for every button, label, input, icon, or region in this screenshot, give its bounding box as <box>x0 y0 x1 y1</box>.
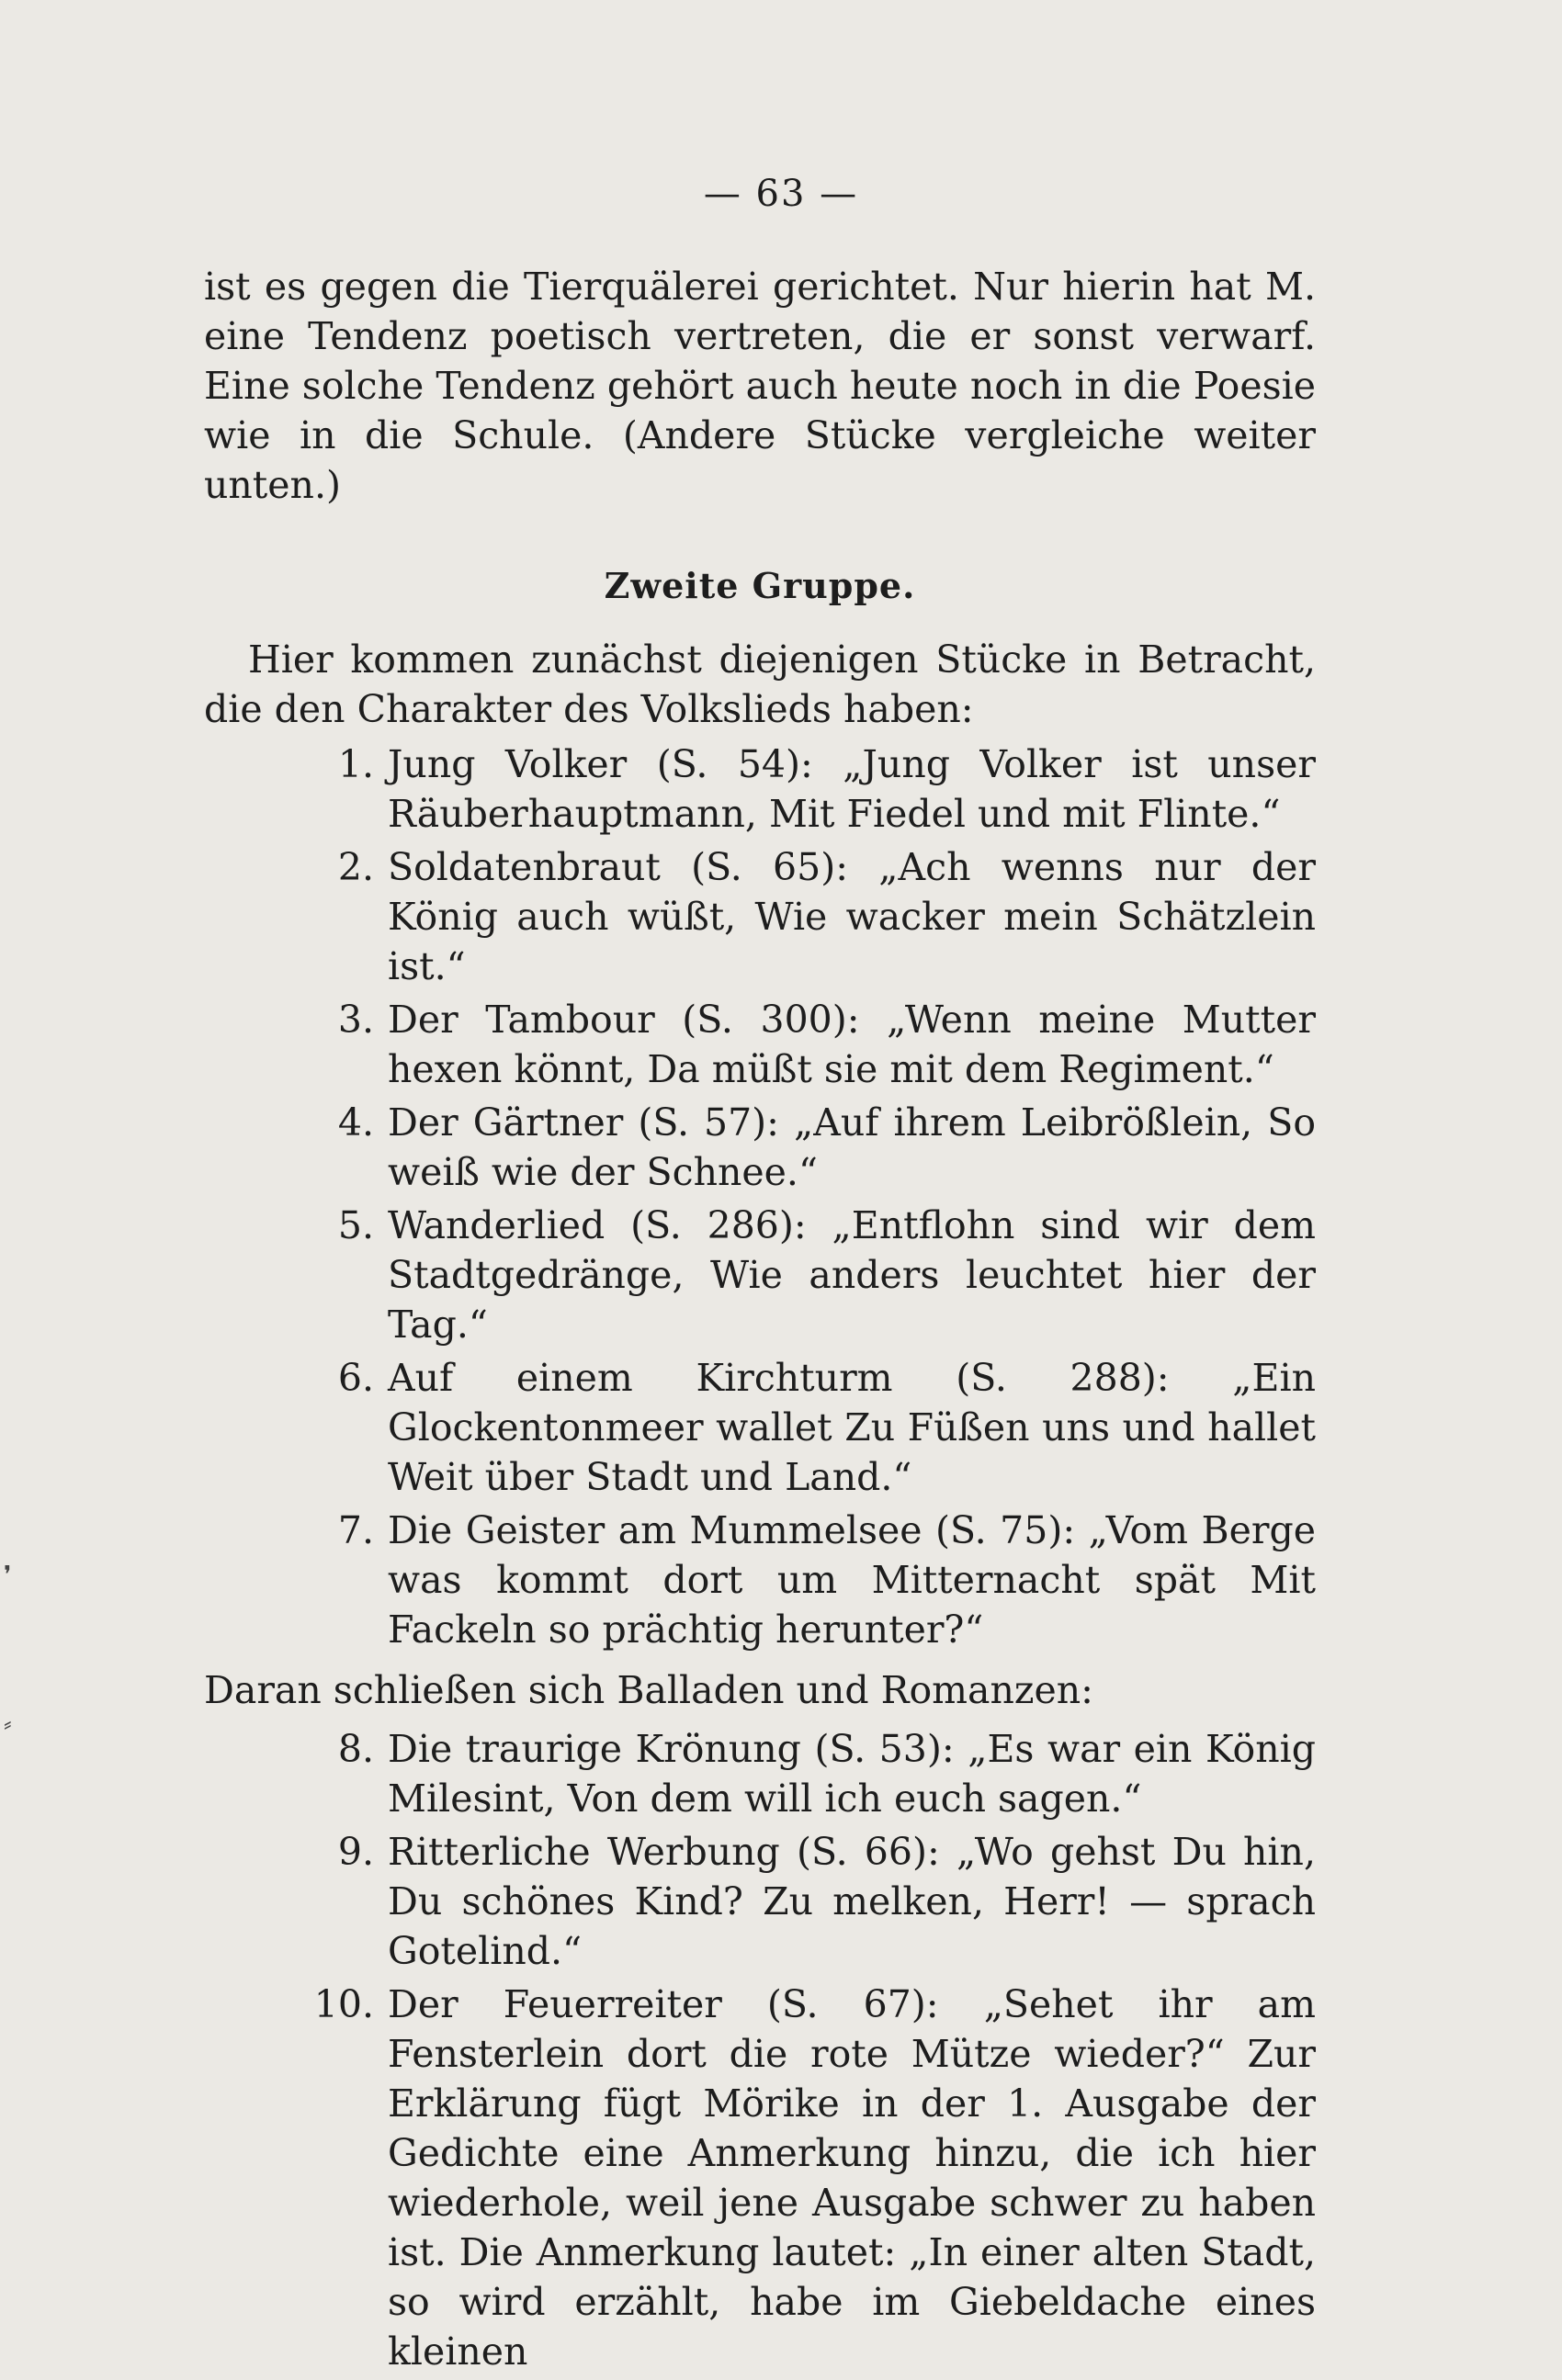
list-volkslied <box>204 739 1316 1654</box>
margin-mark-icon: ⸗ <box>4 1710 12 1738</box>
page-body <box>204 262 1316 2380</box>
list-item: 2. Soldatenbraut (S. 65): „Ach wenns nur der König auch wüßt, Wie wacker mein Schätzlein ist.“ <box>337 845 1316 988</box>
list-item: 5. Wanderlied (S. 286): „Entflohn sind wir dem Stadtgedränge, Wie anders leuchtet hier der Tag.“ <box>337 1203 1316 1347</box>
page-number: — 63 — <box>703 173 859 215</box>
intro-paragraph: ist es gegen die Tierquälerei gerichtet. Nur hierin hat M. eine Tendenz poetisch vertreten, die er sonst verwarf. Eine solche Tendenz gehört auch heute noch in die Poesie wie in die Schule. (Andere Stücke vergleiche weiter unten.) <box>204 265 1316 507</box>
list-item: 7. Die Geister am Mummelsee (S. 75): „Vom Berge was kommt dort um Mitternacht spät Mit Fackeln so prächtig herunter?“ <box>337 1508 1316 1652</box>
list-item: 4. Der Gärtner (S. 57): „Auf ihrem Leibrößlein, So weiß wie der Schnee.“ <box>337 1100 1316 1194</box>
margin-mark-icon: ❜ <box>4 1562 12 1589</box>
list-item: 10. Der Feuerreiter (S. 67): „Sehet ihr am Fensterlein dort die rote Mütze wieder?“ Zur Erklärung fügt Mörike in der 1. Ausgabe der Gedichte eine Anmerkung hinzu, die ich hier wiederhole, weil jene Ausgabe schwer zu haben ist. Die Anmerkung lautet: „In einer alten Stadt, so wird erzählt, habe im Giebeldache eines kleinen <box>313 1982 1316 2374</box>
ballads-intro-paragraph: Daran schließen sich Balladen und Romanzen: <box>204 1668 1093 1712</box>
list-item: 9. Ritterliche Werbung (S. 66): „Wo gehst Du hin, Du schönes Kind? Zu melken, Herr! — sprach Gotelind.“ <box>337 1830 1316 1973</box>
list-item: 1. Jung Volker (S. 54): „Jung Volker ist unser Räuberhauptmann, Mit Fiedel und mit Flinte.“ <box>337 742 1316 836</box>
list-item: 6. Auf einem Kirchturm (S. 288): „Ein Glockentonmeer wallet Zu Füßen uns und hallet Weit über Stadt und Land.“ <box>337 1356 1316 1499</box>
list-item: 8. Die traurige Krönung (S. 53): „Es war ein König Milesint, Von dem will ich euch sagen.“ <box>337 1727 1316 1821</box>
group-intro-paragraph: Hier kommen zunächst diejenigen Stücke in Betracht, die den Charakter des Volkslieds haben: <box>204 637 1316 731</box>
list-ballads <box>204 1724 1316 2376</box>
list-item: 3. Der Tambour (S. 300): „Wenn meine Mutter hexen könnt, Da müßt sie mit dem Regiment.“ <box>337 998 1316 1091</box>
section-heading: Zweite Gruppe. <box>604 565 916 606</box>
